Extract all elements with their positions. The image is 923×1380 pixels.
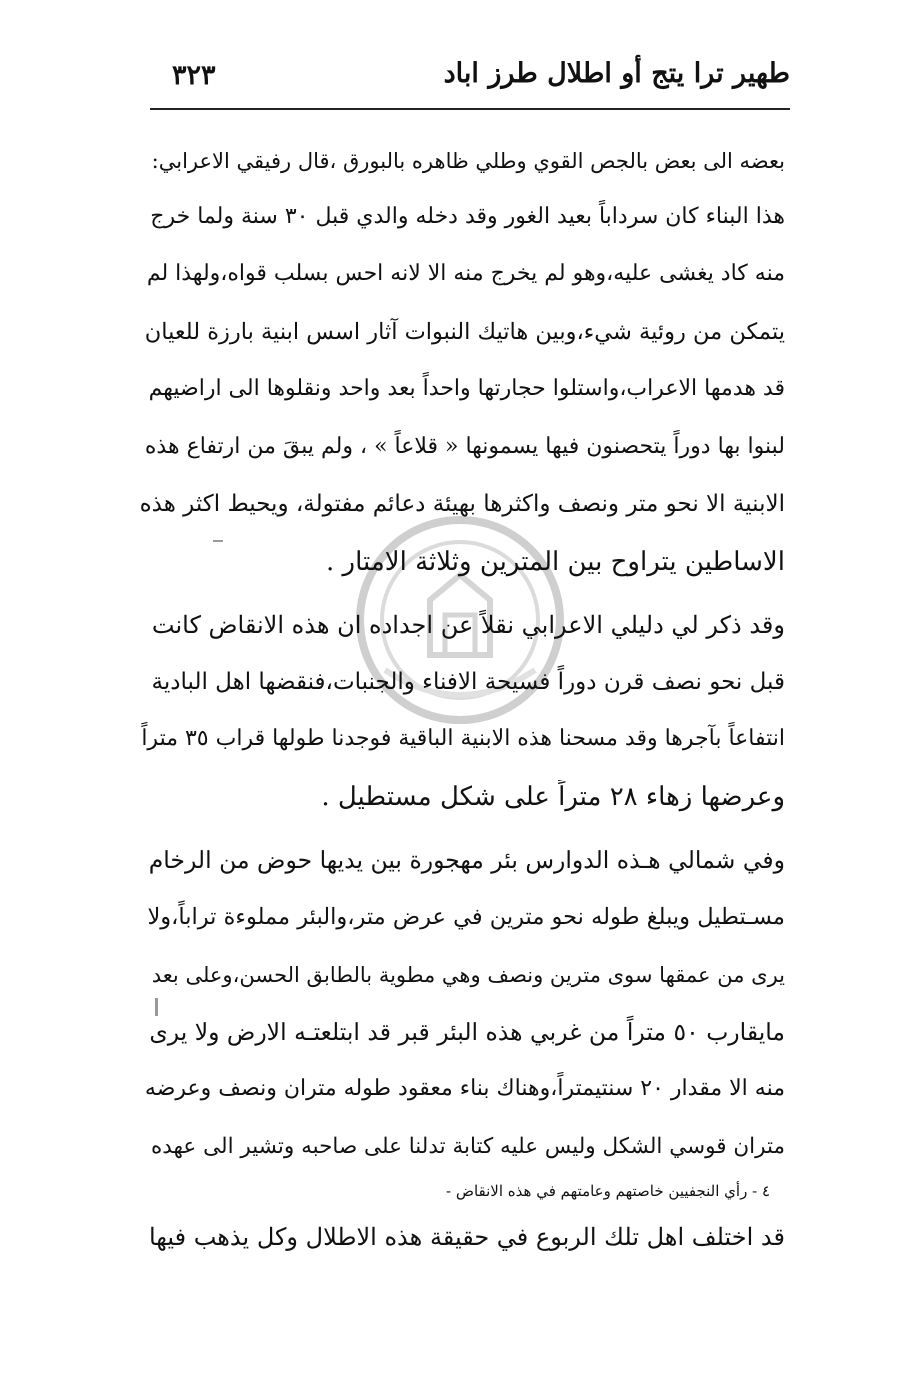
header-rule (150, 108, 790, 110)
body-line: قد هدمها الاعراب،واستلوا حجارتها واحداً بعد واحد ونقلوها الى اراضيهم (148, 376, 785, 401)
scan-artifact (155, 998, 158, 1016)
body-line: هذا البناء كان سرداباً بعيد الغور وقد دخله والدي قبل ٣٠ سنة ولما خرج (150, 204, 785, 229)
scan-artifact (213, 540, 223, 542)
body-line: وفي شمالي هـذه الدوارس بئر مهجورة بين يديها حوض من الرخام (148, 846, 785, 874)
running-title: طهير ترا يتج أو اطلال طرز اباد (443, 58, 790, 89)
body-line: يتمكن من روئية شيء،وبين هاتيك النبوات آثار اسس ابنية بارزة للعيان (144, 319, 785, 345)
body-line: منه الا مقدار ٢٠ سنتيمتراً،وهناك بناء معقود طوله متران ونصف وعرضه (144, 1076, 785, 1101)
body-line: بعضه الى بعض بالجص القوي وطلي ظاهره بالبورق ،قال رفيقي الاعرابي: (151, 149, 785, 173)
body-line: قبل نحو نصف قرن دوراً فسيحة الافناء والجنبات،فنقضها اهل البادية (151, 669, 785, 695)
body-line: متران قوسي الشكل وليس عليه كتابة تدلنا على صاحبه وتشير الى عهده (150, 1134, 785, 1159)
body-line: منه كاد يغشى عليه،وهو لم يخرج منه الا لانه احس بسلب قواه،ولهذا لم (146, 261, 785, 286)
page-header (150, 50, 790, 110)
body-line: الاساطين يتراوح بين المترين وثلاثة الامتار . (326, 547, 785, 577)
body-line: وقد ذكر لي دليلي الاعرابي نقلاً عن اجداده ان هذه الانقاض كانت (151, 611, 785, 639)
margin-note: ٤ - رأي النجفيين خاصتهم وعامتهم في هذه الانقاض - (446, 1182, 770, 1200)
body-line: قد اختلف اهل تلك الربوع في حقيقة هذه الاطلال وكل يذهب فيها (148, 1223, 785, 1251)
body-line: الابنية الا نحو متر ونصف واكثرها بهيئة دعائم مفتولة، ويحيط اكثر هذه (140, 491, 785, 517)
body-line: انتفاعاً بآجرها وقد مسحنا هذه الابنية الباقية فوجدنا طولها قراب ٣٥ متراً (141, 726, 785, 751)
body-text (140, 140, 785, 1180)
body-line: مايقارب ٥٠ متراً من غربي هذه البئر قبر قد ابتلعتـه الارض ولا يرى (149, 1018, 785, 1046)
body-line: لبنوا بها دوراً يتحصنون فيها يسمونها « قلاعاً » ، ولم يبقَ من ارتفاع هذه (144, 434, 785, 459)
body-text-continued (140, 1220, 785, 1270)
body-line: مسـتطيل ويبلغ طوله نحو مترين في عرض متر،والبئر مملوءة تراباً،ولا (147, 904, 785, 930)
body-line: وعرضها زهاء ٢٨ متراً على شكل مستطيل . (321, 782, 785, 812)
page-number: ٣٢٣ (172, 60, 216, 91)
body-line: يرى من عمقها سوى مترين ونصف وهي مطوية بالطابق الحسن،وعلى بعد (151, 963, 785, 987)
